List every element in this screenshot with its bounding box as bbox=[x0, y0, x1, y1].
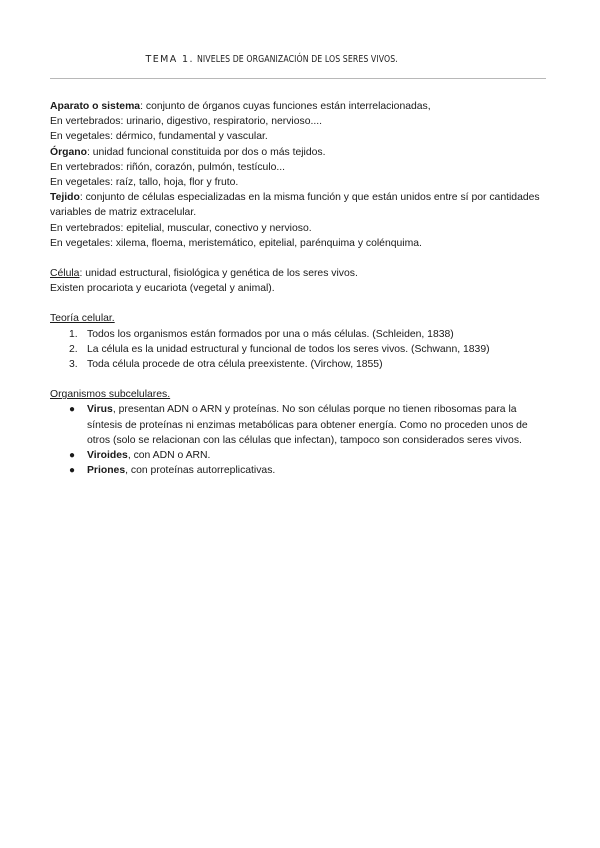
term-organo: Órgano bbox=[50, 146, 87, 158]
subcelulares-list bbox=[50, 402, 550, 478]
term-celula: Célula bbox=[50, 268, 80, 280]
list-item: ● Priones, con proteínas autorreplicativas. bbox=[50, 463, 550, 478]
paragraph-tejido-vertebrados: En vertebrados: epitelial, muscular, conectivo y nervioso. bbox=[50, 222, 312, 234]
bullet-icon: ● bbox=[69, 465, 76, 477]
paragraph-celula: Célula: unidad estructural, fisiológica y genética de los seres vivos. bbox=[50, 268, 358, 280]
paragraph-tejido: Tejido: conjunto de células especializadas en la misma función y que están unidos entre sí por cantidades variables de matriz extracelular. bbox=[50, 192, 540, 219]
list-item: 3. Toda célula procede de otra célula preexistente. (Virchow, 1855) bbox=[69, 359, 383, 371]
paragraph-aparato-vegetales: En vegetales: dérmico, fundamental y vascular. bbox=[50, 131, 268, 143]
spacer bbox=[50, 296, 550, 311]
paragraph-aparato: Aparato o sistema: conjunto de órganos cuyas funciones están interrelacionadas, bbox=[50, 101, 431, 112]
term-aparato: Aparato o sistema bbox=[50, 101, 141, 112]
header-title: NIVELES DE ORGANIZACIÓN DE LOS SERES VIVOS. bbox=[197, 54, 398, 65]
paragraph-celula-types: Existen procariota y eucariota (vegetal y animal). bbox=[50, 283, 275, 295]
paragraph-tejido-vegetales: En vegetales: xilema, floema, meristemático, epitelial, parénquima y colénquima. bbox=[50, 237, 422, 249]
teoria-list bbox=[50, 327, 550, 373]
list-item: ● Viroides, con ADN o ARN. bbox=[50, 448, 550, 463]
paragraph-organo-vegetales: En vegetales: raíz, tallo, hoja, flor y fruto. bbox=[50, 177, 239, 189]
header-prefix: TEMA 1. bbox=[145, 54, 194, 65]
spacer bbox=[50, 251, 550, 266]
paragraph-organo-vertebrados: En vertebrados: riñón, corazón, pulmón, testículo... bbox=[50, 161, 286, 173]
list-item: 2. La célula es la unidad estructural y funcional de todos los seres vivos. (Schwann, 1839) bbox=[69, 343, 490, 355]
page-header bbox=[0, 53, 600, 65]
header-divider bbox=[50, 78, 546, 79]
heading-teoria-celular: Teoría celular. bbox=[50, 313, 115, 325]
list-item: 1. Todos los organismos están formados por una o más células. (Schleiden, 1838) bbox=[69, 328, 454, 340]
document-body bbox=[50, 99, 550, 478]
heading-organismos-subcelulares: Organismos subcelulares. bbox=[50, 389, 171, 401]
bullet-icon: ● bbox=[69, 450, 76, 462]
paragraph-aparato-vertebrados: En vertebrados: urinario, digestivo, respiratorio, nervioso.... bbox=[50, 116, 323, 128]
term-tejido: Tejido bbox=[50, 192, 80, 204]
list-item: ● Virus, presentan ADN o ARN y proteínas. No son células porque no tienen ribosomas para la síntesis de proteínas ni enzimas metabólicas para obtener energía. Como no proceden unos de otros (solo se relacionan con las células que infectan), tampoco son considerados seres vivos. bbox=[69, 404, 528, 446]
bullet-icon: ● bbox=[69, 404, 76, 416]
spacer bbox=[50, 372, 550, 387]
paragraph-organo: Órgano: unidad funcional constituida por dos o más tejidos. bbox=[50, 146, 326, 158]
